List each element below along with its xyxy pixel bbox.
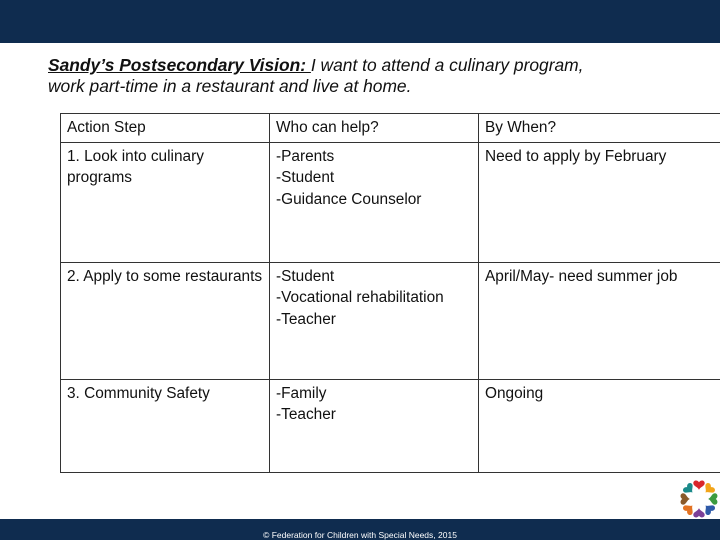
action-plan-table: [60, 113, 720, 473]
top-header-bar: [0, 0, 720, 43]
federation-logo: [678, 478, 720, 520]
table-header-row: [61, 114, 720, 143]
helper-item: -Parents: [276, 147, 335, 165]
vision-statement: [48, 55, 608, 97]
table-row: [61, 142, 720, 262]
helpers-cell: [270, 142, 479, 262]
logo-heart-icon: [693, 508, 704, 517]
table-row: [61, 379, 720, 472]
footer-copyright: © Federation for Children with Special Needs, 2015: [263, 530, 457, 540]
helper-item: -Teacher: [276, 310, 336, 328]
helpers-cell: [270, 379, 479, 472]
helper-item: -Student: [276, 267, 335, 285]
header-by-when: By When?: [479, 114, 720, 143]
header-action-step: Action Step: [61, 114, 270, 143]
helper-item: -Vocational rehabilitation: [276, 289, 444, 306]
when-cell: Ongoing: [479, 379, 720, 472]
action-cell: 3. Community Safety: [61, 379, 270, 472]
helper-item: -Teacher: [276, 406, 336, 423]
action-cell: 2. Apply to some restaurants: [61, 262, 270, 379]
vision-lead: Sandy’s Postsecondary Vision:: [48, 55, 311, 75]
helper-item: -Student: [276, 169, 335, 186]
helper-item: -Guidance Counselor: [276, 190, 422, 208]
vision-text: I want to attend a culinary program, work part-time in a restaurant and live at home.: [48, 55, 584, 96]
logo-heart-icon: [693, 481, 704, 490]
table-row: [61, 262, 720, 379]
helpers-cell: [270, 262, 479, 379]
helper-item: -Family: [276, 384, 327, 402]
action-cell: 1. Look into culinary programs: [61, 142, 270, 262]
logo-heart-icon: [708, 493, 717, 504]
when-cell: April/May- need summer job: [479, 262, 720, 379]
header-who-can-help: Who can help?: [270, 114, 479, 143]
when-cell: Need to apply by February: [479, 142, 720, 262]
logo-heart-icon: [681, 493, 690, 504]
